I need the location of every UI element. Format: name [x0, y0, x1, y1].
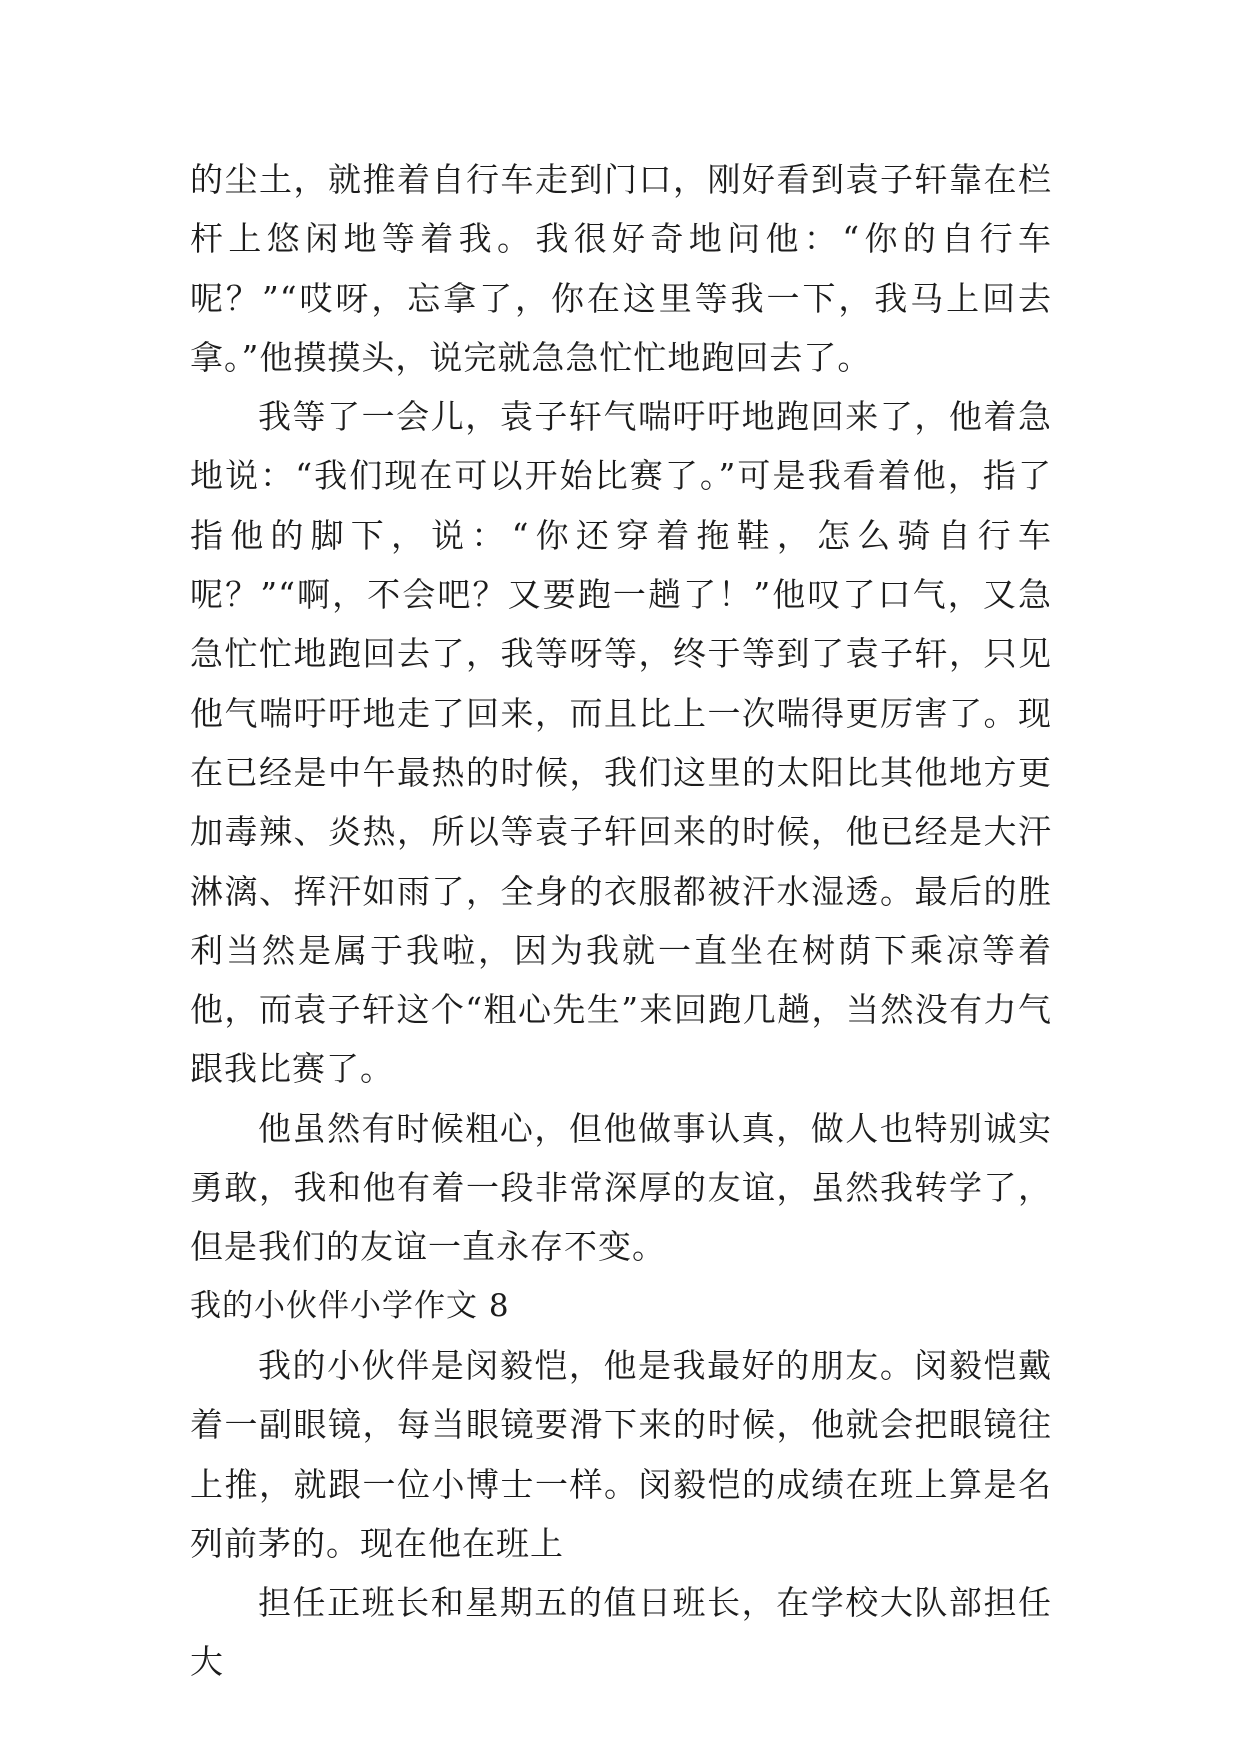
paragraph-4: 我的小伙伴是闵毅恺，他是我最好的朋友。闵毅恺戴着一副眼镜，每当眼镜要滑下来的时候，他就会把眼镜往上推，就跟一位小博士一样。闵毅恺的成绩在班上算是名列前茅的。现在他在班上	[190, 1345, 1052, 1563]
section-title: 我的小伙伴小学作文 8	[190, 1287, 510, 1324]
paragraph-1: 的尘土，就推着自行车走到门口，刚好看到袁子轩靠在栏杆上悠闲地等着我。我很好奇地问他：“你的自行车呢？”“哎呀，忘拿了，你在这里等我一下，我马上回去拿。”他摸摸头，说完就急急忙忙地跑回去了。	[190, 160, 1052, 377]
paragraph-5: 担任正班长和星期五的值日班长，在学校大队部担任大	[190, 1583, 1052, 1682]
paragraph-3: 他虽然有时候粗心，但他做事认真，做人也特别诚实勇敢，我和他有着一段非常深厚的友谊，虽然我转学了，但是我们的友谊一直永存不变。	[190, 1108, 1052, 1267]
paragraph-2: 我等了一会儿，袁子轩气喘吁吁地跑回来了，他着急地说：“我们现在可以开始比赛了。”可是我看着他，指了指他的脚下，说：“你还穿着拖鞋，怎么骑自行车呢？”“啊，不会吧？又要跑一趟了！”他叹了口气，又急急忙忙地跑回去了，我等呀等，终于等到了袁子轩，只见他气喘吁吁地走了回来，而且比上一次喘得更厉害了。现在已经是中午最热的时候，我们这里的太阳比其他地方更加毒辣、炎热，所以等袁子轩回来的时候，他已经是大汗淋漓、挥汗如雨了，全身的衣服都被汗水湿透。最后的胜利当然是属于我啦，因为我就一直坐在树荫下乘凉等着他，而袁子轩这个“粗心先生”来回跑几趟，当然没有力气跟我比赛了。	[190, 397, 1052, 1089]
document-page	[190, 150, 1052, 1692]
